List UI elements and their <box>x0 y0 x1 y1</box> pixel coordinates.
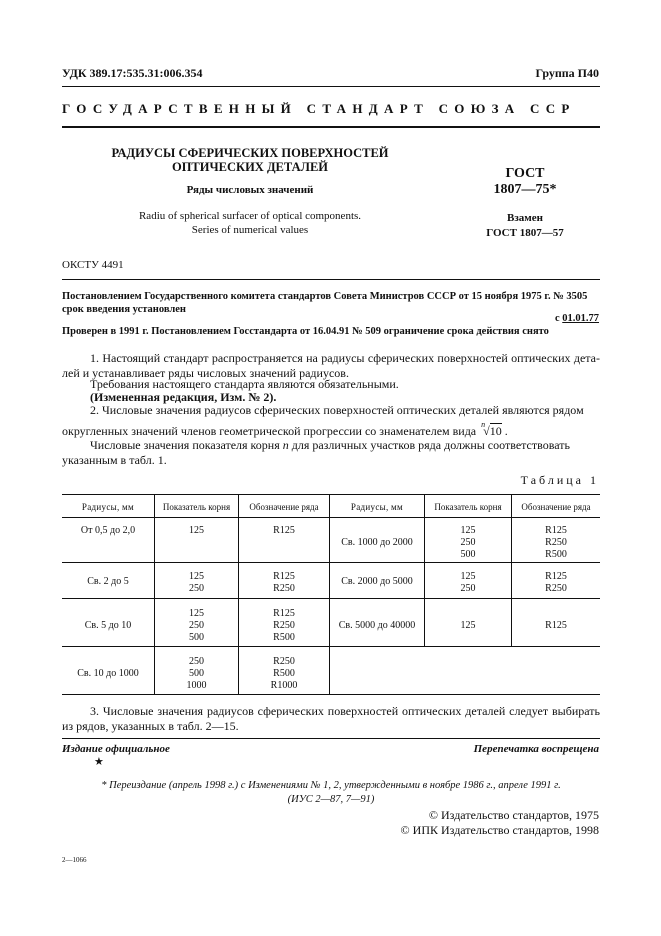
series-value: R250 <box>273 620 295 631</box>
series-value: R500 <box>273 632 295 643</box>
table-cell-n <box>155 571 238 595</box>
header-rule <box>62 86 600 87</box>
okstu-code: ОКСТУ 4491 <box>62 259 124 271</box>
n-value: 250 <box>189 583 204 594</box>
table-cell-n: 125 <box>460 620 476 631</box>
paragraph-6: 3. Числовые значения радиусов сферических поверхностей оптических деталей следует выбирать из рядов, указанных в табл. 2—15. <box>62 704 600 733</box>
left-row-sep-2 <box>62 598 329 599</box>
table-cell-n <box>425 571 511 595</box>
table-cell-series <box>512 571 600 595</box>
root-sign: √ <box>483 424 490 438</box>
series-value: R250 <box>545 583 567 594</box>
n-value: 250 <box>460 583 476 594</box>
table-cell-n <box>155 656 238 692</box>
header-radius-left: Радиусы, мм <box>81 502 135 512</box>
table-cell-n <box>425 525 511 561</box>
reprint-prohibited: Перепечатка воспрещена <box>473 743 599 755</box>
table-cell-n <box>155 608 238 644</box>
document-title <box>100 146 400 174</box>
table-cell-series: R125 <box>273 525 295 536</box>
banner-rule <box>62 126 600 128</box>
series-value: R250 <box>273 656 295 667</box>
decree-line-2: срок введения установлен <box>62 304 186 315</box>
series-value: R125 <box>545 571 567 582</box>
right-row-sep-3 <box>329 646 600 647</box>
star-icon: ★ <box>94 756 104 768</box>
paragraph-4b <box>62 420 600 439</box>
udk-code: УДК 389.17:535.31:006.354 <box>62 66 203 80</box>
table-1 <box>62 494 600 695</box>
root-value: 10 <box>489 424 502 438</box>
table-cell-series <box>239 608 329 644</box>
table-cell-series <box>239 571 329 595</box>
title-line-2: ОПТИЧЕСКИХ ДЕТАЛЕЙ <box>171 160 329 174</box>
document-subtitle: Ряды числовых значений <box>186 184 314 196</box>
paragraph-4a: 2. Числовые значения радиусов сферических поверхностей оптических деталей являются рядом <box>90 403 584 417</box>
copyright-1975: © Издательство стандартов, 1975 <box>428 808 599 822</box>
title-line-1: РАДИУСЫ СФЕРИЧЕСКИХ ПОВЕРХНОСТЕЙ <box>111 146 389 160</box>
table-bottom-line <box>62 694 600 695</box>
series-value: R1000 <box>270 680 298 691</box>
paragraph-2: Требования настоящего стандарта являются обязательными. <box>90 377 399 391</box>
effective-date <box>555 313 599 324</box>
paragraph-5-pre: Числовые значения показателя корня <box>90 438 280 452</box>
table-cell-series <box>512 525 600 561</box>
revision-note: Проверен в 1991 г. Постановлением Госстандарта от 16.04.91 № 509 ограничение срока действия снято <box>62 326 549 337</box>
table-cell-range: Св. 10 до 1000 <box>77 668 139 679</box>
paragraph-3: (Измененная редакция, Изм. № 2). <box>90 390 277 404</box>
n-value: 1000 <box>186 680 207 691</box>
table-cell-range: Св. 5 до 10 <box>84 620 132 631</box>
decree-line-1: Постановлением Государственного комитета стандартов Совета Министров СССР от 15 ноября 1975 г. № 3505 <box>62 291 588 302</box>
left-row-sep-1 <box>62 562 329 563</box>
right-row-sep-1 <box>329 562 600 563</box>
english-title <box>100 209 400 237</box>
paragraph-1: 1. Настоящий стандарт распространяется на радиусы сферических поверхностей оптических дета-лей и устанавливает ряды числовых значений радиусов. <box>62 351 600 380</box>
official-edition: Издание официальное <box>62 743 170 755</box>
n-value: 250 <box>460 537 476 548</box>
english-title-line-2: Series of numerical values <box>191 224 309 236</box>
table-cell-range: Св. 2 до 5 <box>87 576 129 587</box>
standard-banner: ГОСУДАРСТВЕННЫЙ СТАНДАРТ СОЮЗА ССР <box>62 101 576 116</box>
table-cell-n: 125 <box>189 525 204 536</box>
series-value: R250 <box>545 537 567 548</box>
paragraph-4b-end: . <box>504 424 508 438</box>
n-value: 125 <box>189 608 204 619</box>
page-code: 2—1066 <box>62 856 87 864</box>
table-cell-series <box>239 656 329 692</box>
header-series-left: Обозначение ряда <box>249 502 319 512</box>
root-expression <box>481 420 502 439</box>
series-value: R250 <box>273 583 295 594</box>
gost-number: 1807—75* <box>493 182 557 197</box>
paragraph-4b-text: округленных значений членов геометрической прогрессии со знаменателем вида <box>62 424 477 438</box>
reissue-note: * Переиздание (апрель 1998 г.) с Изменениями № 1, 2, утвержденными в ноябре 1986 г., апреле 1991 г. <box>101 780 561 791</box>
replaces-standard: ГОСТ 1807—57 <box>486 227 564 239</box>
okstu-rule <box>62 279 600 280</box>
paragraph-5-var: n <box>282 438 289 452</box>
table-label: Таблица 1 <box>520 473 599 487</box>
header-radius-right: Радиусы, мм <box>350 502 404 512</box>
left-row-sep-3 <box>62 646 329 647</box>
header-root-left: Показатель корня <box>162 502 231 512</box>
n-value: 500 <box>460 549 476 560</box>
n-value: 500 <box>189 632 204 643</box>
series-value: R125 <box>273 608 295 619</box>
col-sep-3 <box>329 494 330 694</box>
table-cell-range: Св. 1000 до 2000 <box>341 537 413 548</box>
header-root-right: Показатель корня <box>434 502 502 512</box>
paragraph-5-post: для различных участков ряда должны соответствовать указанным в табл. 1. <box>62 438 570 467</box>
gost-label: ГОСТ <box>505 166 545 181</box>
copyright-1998: © ИПК Издательство стандартов, 1998 <box>400 823 599 837</box>
paragraph-5 <box>62 438 602 468</box>
n-value: 250 <box>189 620 204 631</box>
group-code: Группа П40 <box>535 66 599 80</box>
replaces-label: Взамен <box>507 212 543 224</box>
english-title-line-1: Radiu of spherical surfacer of optical components. <box>138 210 362 222</box>
header-series-right: Обозначение ряда <box>521 502 591 512</box>
table-cell-range: Св. 2000 до 5000 <box>341 576 413 587</box>
n-value: 125 <box>189 571 204 582</box>
series-value: R125 <box>545 525 567 536</box>
effective-date-value: 01.01.77 <box>562 313 599 324</box>
n-value: 250 <box>189 656 204 667</box>
series-value: R500 <box>273 668 295 679</box>
root-index: n <box>481 420 486 429</box>
footer-rule <box>62 738 600 739</box>
table-cell-range: Св. 5000 до 40000 <box>338 620 416 631</box>
reissue-ius: (ИУС 2—87, 7—91) <box>287 794 375 805</box>
table-header-line <box>62 517 600 518</box>
right-row-sep-2 <box>329 598 600 599</box>
effective-date-prefix: с <box>554 313 560 324</box>
table-cell-series: R125 <box>545 620 567 631</box>
n-value: 125 <box>460 571 476 582</box>
table-top-line <box>62 494 600 495</box>
table-cell-range: От 0,5 до 2,0 <box>80 525 136 536</box>
series-value: R500 <box>545 549 567 560</box>
n-value: 500 <box>189 668 204 679</box>
n-value: 125 <box>460 525 476 536</box>
series-value: R125 <box>273 571 295 582</box>
